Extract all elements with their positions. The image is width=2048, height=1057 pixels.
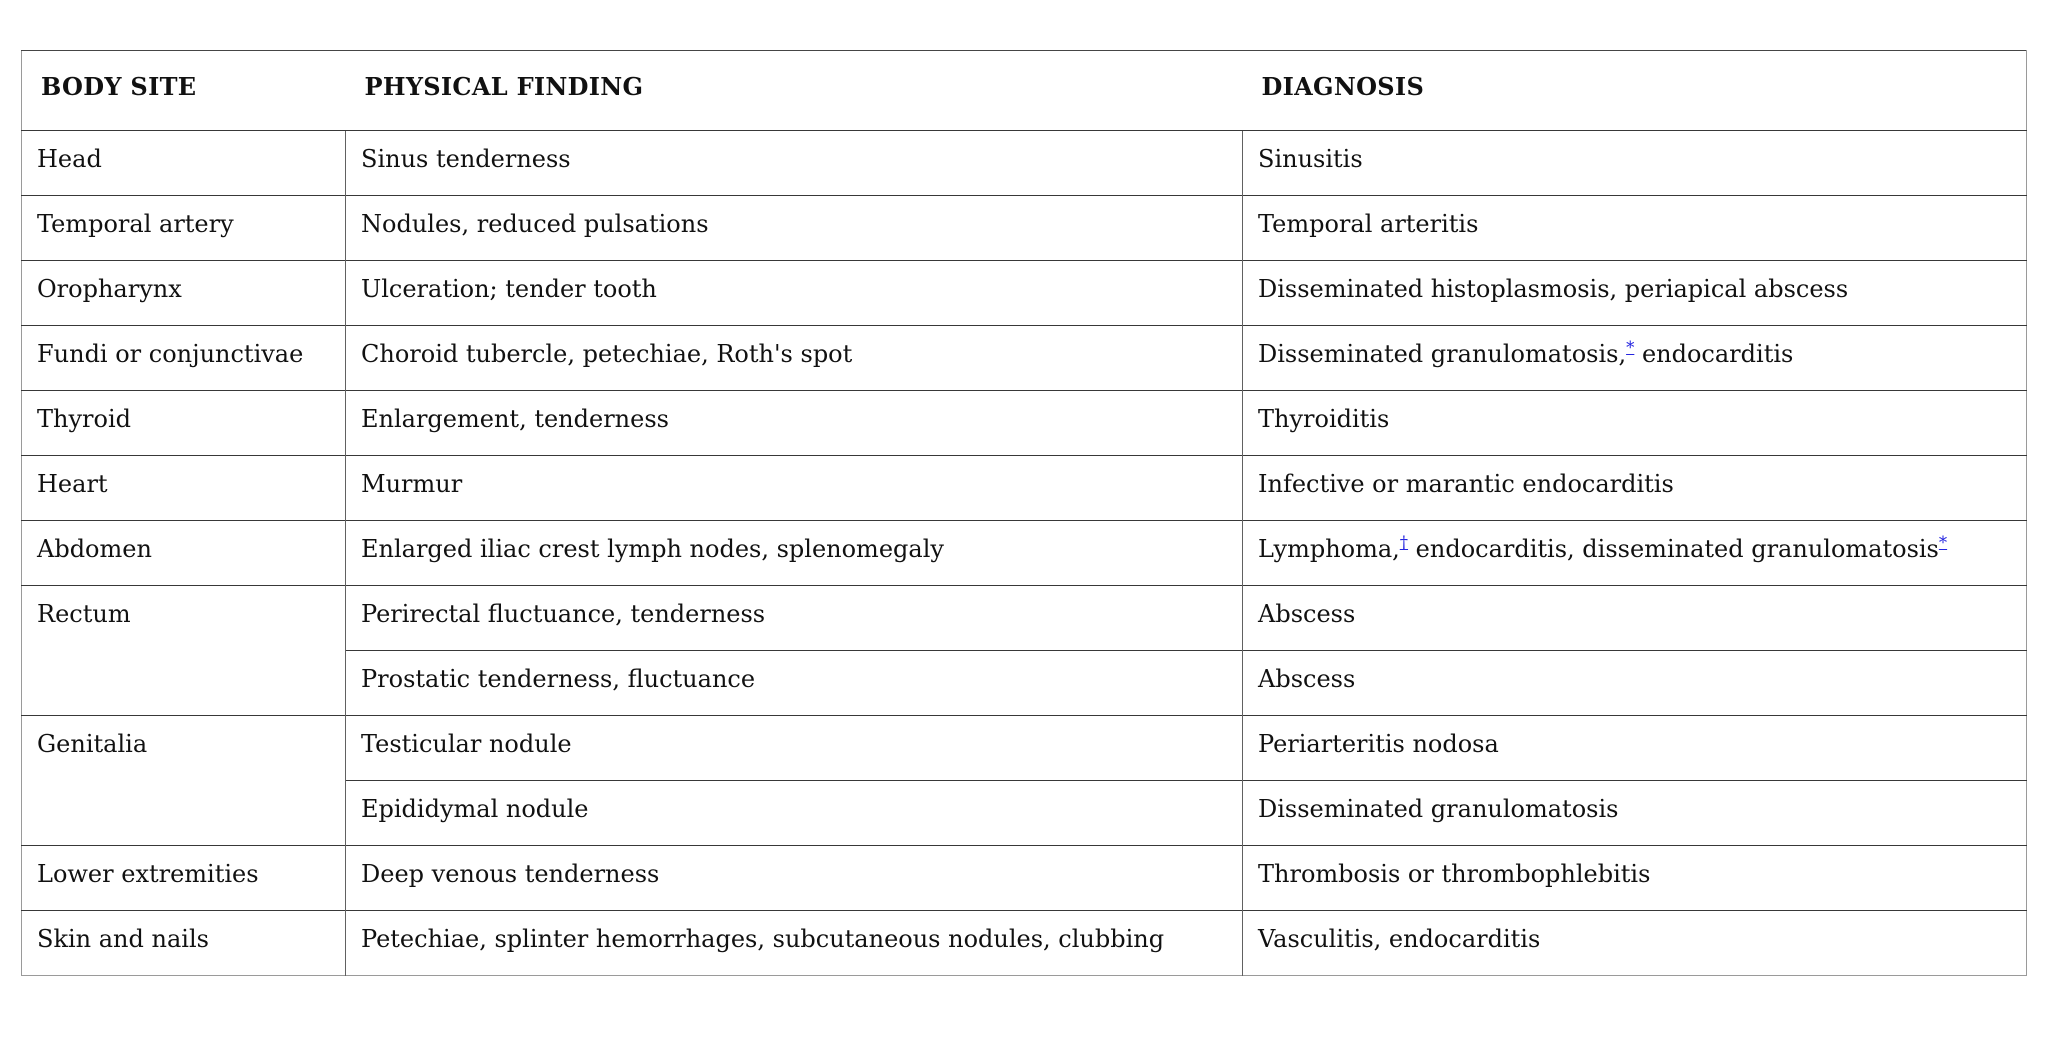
diagnosis-cell [1243, 261, 2027, 326]
body-site-cell: Head [22, 131, 346, 196]
diagnosis-text: Temporal arteritis [1258, 210, 1479, 238]
diagnosis-cell [1243, 456, 2027, 521]
header-row [22, 51, 2027, 131]
diagnosis-text: Abscess [1258, 600, 1356, 628]
diagnosis-cell [1243, 586, 2027, 651]
diagnosis-cell [1243, 521, 2027, 586]
diagnosis-text: Thyroiditis [1258, 405, 1390, 433]
physical-finding-cell: Deep venous tenderness [346, 846, 1243, 911]
diagnosis-text: Sinusitis [1258, 145, 1363, 173]
body-site-cell: Thyroid [22, 391, 346, 456]
physical-finding-cell: Enlarged iliac crest lymph nodes, splenomegaly [346, 521, 1243, 586]
table-row [22, 131, 2027, 196]
table-row [22, 911, 2027, 976]
header-cell-physical-finding: PHYSICAL FINDING [364, 72, 644, 101]
physical-finding-cell: Testicular nodule [346, 716, 1243, 781]
physical-finding-cell: Nodules, reduced pulsations [346, 196, 1243, 261]
diagnosis-text: Disseminated granulomatosis [1258, 795, 1619, 823]
body-site-cell: Genitalia [22, 716, 346, 846]
physical-finding-cell: Perirectal fluctuance, tenderness [346, 586, 1243, 651]
footnote-dagger-link[interactable]: † [1399, 533, 1409, 552]
body-site-cell: Oropharynx [22, 261, 346, 326]
diagnosis-text: Abscess [1258, 665, 1356, 693]
header-cell-diagnosis: DIAGNOSIS [1261, 72, 1425, 101]
physical-finding-cell: Prostatic tenderness, fluctuance [346, 651, 1243, 716]
table-row [22, 391, 2027, 456]
diagnosis-cell [1243, 651, 2027, 716]
table-row [22, 521, 2027, 586]
body-site-cell: Lower extremities [22, 846, 346, 911]
header-cell-body-site: BODY SITE [41, 72, 197, 101]
diagnosis-cell [1243, 846, 2027, 911]
diagnosis-text: Thrombosis or thrombophlebitis [1258, 860, 1651, 888]
physical-finding-cell: Sinus tenderness [346, 131, 1243, 196]
diagnosis-text: Periarteritis nodosa [1258, 730, 1499, 758]
physical-finding-cell: Enlargement, tenderness [346, 391, 1243, 456]
table-row [22, 716, 2027, 781]
table-row [22, 261, 2027, 326]
diagnosis-cell [1243, 911, 2027, 976]
diagnosis-text: endocarditis [1634, 340, 1794, 368]
physical-finding-cell: Epididymal nodule [346, 781, 1243, 846]
diagnosis-cell [1243, 391, 2027, 456]
physical-finding-cell: Choroid tubercle, petechiae, Roth's spot [346, 326, 1243, 391]
body-site-cell: Abdomen [22, 521, 346, 586]
diagnosis-text: Disseminated histoplasmosis, periapical abscess [1258, 275, 1849, 303]
table-row [22, 846, 2027, 911]
diagnosis-text: Disseminated granulomatosis, [1258, 340, 1627, 368]
diagnosis-cell [1243, 131, 2027, 196]
diagnosis-cell [1243, 781, 2027, 846]
table-row [22, 196, 2027, 261]
footnote-asterisk-link[interactable]: * [1626, 338, 1635, 357]
table-body [22, 131, 2027, 976]
body-site-cell: Heart [22, 456, 346, 521]
table-row [22, 456, 2027, 521]
table-header [22, 51, 2027, 131]
physical-finding-cell: Murmur [346, 456, 1243, 521]
diagnosis-text: Lymphoma, [1258, 535, 1400, 563]
diagnosis-text: Infective or marantic endocarditis [1258, 470, 1674, 498]
physical-finding-cell: Ulceration; tender tooth [346, 261, 1243, 326]
diagnosis-cell [1243, 196, 2027, 261]
table-row [22, 326, 2027, 391]
physical-finding-cell: Petechiae, splinter hemorrhages, subcutaneous nodules, clubbing [346, 911, 1243, 976]
diagnosis-text: Vasculitis, endocarditis [1258, 925, 1541, 953]
diagnosis-cell [1243, 326, 2027, 391]
diagnosis-text: endocarditis, disseminated granulomatosis [1408, 535, 1939, 563]
body-site-cell: Skin and nails [22, 911, 346, 976]
table-row [22, 586, 2027, 651]
body-site-findings-table [21, 50, 2027, 976]
body-site-cell: Rectum [22, 586, 346, 716]
body-site-cell: Temporal artery [22, 196, 346, 261]
footnote-asterisk-link[interactable]: * [1938, 533, 1948, 552]
body-site-cell: Fundi or conjunctivae [22, 326, 346, 391]
diagnosis-cell [1243, 716, 2027, 781]
